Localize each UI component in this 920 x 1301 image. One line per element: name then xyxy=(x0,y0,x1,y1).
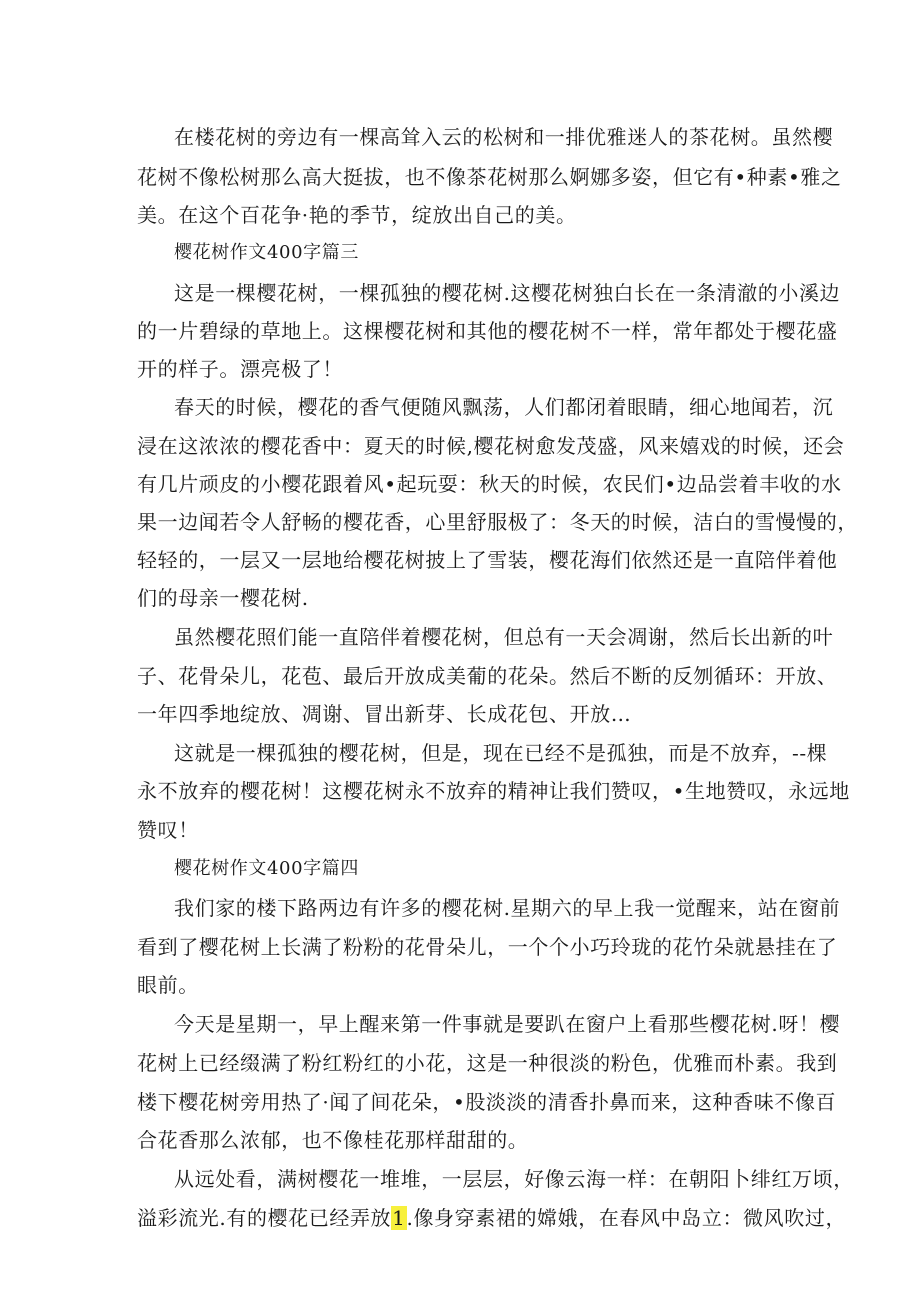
paragraph-line: 在楼花树的旁边有一棵高耸入云的松树和一排优雅迷人的茶花树。虽然樱 xyxy=(174,125,834,149)
paragraph-line: 们的母亲一樱花树. xyxy=(137,586,309,610)
paragraph-line: 一年四季地绽放、凋谢、冒出新芽、长成花包、开放… xyxy=(137,702,632,726)
paragraph-line: 有几片顽皮的小樱花跟着风•起玩耍：秋天的时候，农民们•边品尝着丰收的水 xyxy=(137,472,842,496)
paragraph-line: 轻轻的，一层又一层地给樱花树披上了雪装，樱花海们依然还是一直陪伴着他 xyxy=(137,548,838,572)
paragraph-line: 合花香那么浓郁，也不像桂花那样甜甜的。 xyxy=(137,1128,529,1152)
paragraph-line: 花树不像松树那么高大挺拔，也不像茶花树那么婀娜多姿，但它有•种素•雅之 xyxy=(137,165,842,189)
paragraph-line: 果一边闻若令人舒畅的樱花香，心里舒服极了：冬天的时候，洁白的雪慢慢的， xyxy=(137,510,858,534)
paragraph-line: 眼前。 xyxy=(137,973,199,997)
paragraph-line: 看到了樱花树上长满了粉粉的花骨朵儿，一个个小巧玲珑的花竹朵就悬挂在了 xyxy=(137,935,838,959)
paragraph-line: 这是一棵樱花树，一棵孤独的樱花树.这樱花树独白长在一条清澈的小溪边 xyxy=(174,281,841,305)
paragraph-line: 子、花骨朵儿，花苞、最后开放成美葡的花朵。然后不断的反刎循环：开放、 xyxy=(137,664,838,688)
paragraph-line: 春天的时候，樱花的香气便随风飘荡，人们都闭着眼睛，细心地闻若，沉 xyxy=(174,395,834,419)
paragraph-line: 我们家的楼下路两边有许多的樱花树.星期六的早上我一觉醒来，站在窗前 xyxy=(174,896,841,920)
paragraph-line: 浸在这浓浓的樱花香中：夏天的时候,樱花树愈发茂盛，风来嬉戏的时候，还会 xyxy=(137,434,845,458)
text-segment: .像身穿素裙的嫦娥，在春风中岛立：微风吹过， xyxy=(406,1206,847,1230)
text-segment: 溢彩流光.有的樱花已经弄放 xyxy=(137,1206,392,1230)
section-heading: 樱花树作文400字篇四 xyxy=(174,858,359,879)
paragraph-line: 今天是星期一，早上醒来第一件事就是要趴在窗户上看那些樱花树.呀！樱 xyxy=(174,1012,841,1036)
paragraph-line: 从远处看，满树樱花一堆堆，一层层，好像云海一样：在朝阳卜绯红万顷， xyxy=(174,1167,854,1191)
paragraph-line: 永不放弃的樱花树！这樱花树永不放弃的精神让我们赞叹，•生地赞叹，永远地 xyxy=(137,779,850,803)
paragraph-line: 楼下樱花树旁用热了·闻了间花朵，•股淡淡的清香扑鼻而来，这种香味不像百 xyxy=(137,1090,837,1114)
paragraph-line: 的一片碧绿的草地上。这棵樱花树和其他的樱花树不一样，常年都处于樱花盛 xyxy=(137,319,838,343)
paragraph-line: 花树上已经缀满了粉红粉红的小花，这是一种很淡的粉色，优雅而朴素。我到 xyxy=(137,1051,838,1075)
paragraph-line: 虽然樱花照们能一直陪伴着樱花树，但总有一天会凋谢，然后长出新的叶 xyxy=(174,625,834,649)
paragraph-line-last xyxy=(137,1205,846,1231)
paragraph-line: 赞叹！ xyxy=(137,818,199,842)
highlighted-text: 1 xyxy=(392,1206,406,1230)
paragraph-line: 这就是一棵孤独的樱花树，但是，现在已经不是孤独，而是不放弃，--棵 xyxy=(174,741,828,765)
paragraph-line: 开的样子。漂亮极了！ xyxy=(137,357,343,381)
paragraph-line: 美。在这个百花争·艳的季节，绽放出自己的美。 xyxy=(137,203,577,227)
section-heading: 樱花树作文400字篇三 xyxy=(174,242,359,263)
